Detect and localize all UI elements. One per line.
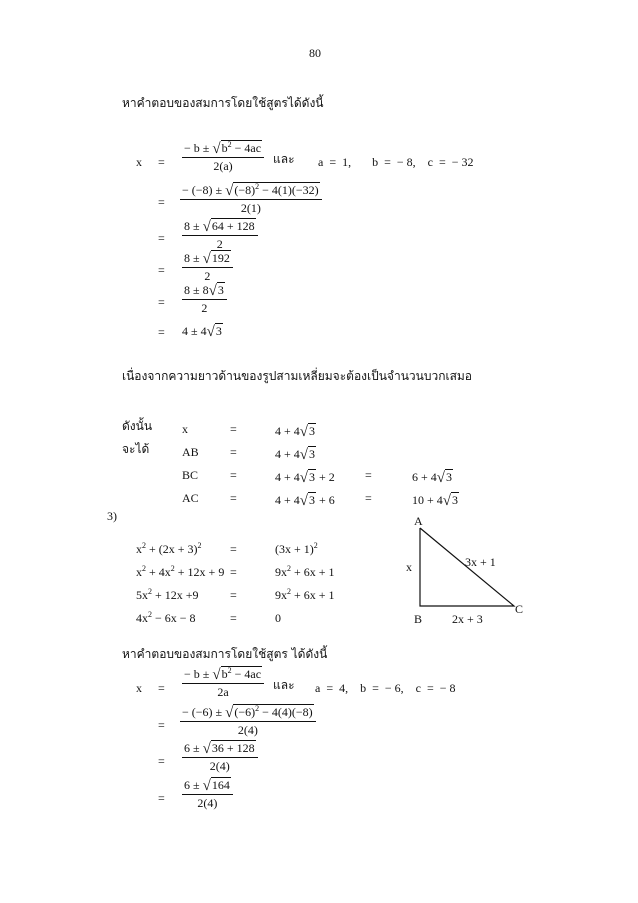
section1-heading: หาคำตอบของสมการโดยใช้สูตรได้ดังนี้ bbox=[122, 96, 324, 110]
exponent: 2 bbox=[313, 541, 318, 550]
value-suffix: + 6 bbox=[316, 493, 335, 507]
numerator-prefix: 8 ± bbox=[184, 251, 203, 265]
row-lead-word: จะได้ bbox=[122, 442, 150, 456]
answer-prefix: 4 ± 4 bbox=[182, 324, 207, 338]
radicand-rest: − 4(4)(−8) bbox=[259, 705, 313, 719]
value-prefix: 4 + 4 bbox=[275, 447, 300, 461]
numerator-prefix: 8 ± bbox=[184, 219, 203, 233]
equals: = bbox=[230, 565, 237, 579]
formula-denominator: 2(a) bbox=[213, 159, 233, 173]
sqrt-radical: √192 bbox=[202, 251, 230, 267]
term: + 4x bbox=[146, 565, 171, 579]
sqrt-radical: √3 bbox=[442, 493, 459, 509]
equals-sign: = bbox=[158, 155, 165, 169]
term: 9x bbox=[275, 588, 287, 602]
equation-equals bbox=[230, 612, 237, 624]
radicand-rest: − 4ac bbox=[231, 141, 262, 155]
equals-sign: = bbox=[158, 791, 165, 805]
equation-right-side bbox=[275, 612, 281, 624]
term: x bbox=[136, 542, 142, 556]
exponent: 2 bbox=[142, 541, 146, 550]
equation-left-side bbox=[136, 589, 199, 601]
radicand: 192 bbox=[211, 251, 230, 265]
numerator-prefix: − (−8) ± bbox=[182, 183, 226, 197]
radicand-a: (−6) bbox=[234, 705, 256, 719]
step4-fraction bbox=[182, 777, 233, 809]
exponent: 2 bbox=[287, 587, 291, 596]
radicand: 164 bbox=[211, 778, 230, 792]
and-word: และ bbox=[273, 152, 295, 166]
equals-sign: = bbox=[158, 195, 165, 209]
term: + 6x + 1 bbox=[291, 565, 335, 579]
denominator: 2 bbox=[201, 301, 208, 315]
radicand: 3 bbox=[309, 470, 316, 484]
numerator-prefix: 6 ± bbox=[184, 741, 203, 755]
radicand-rest: − 4ac bbox=[231, 667, 262, 681]
value-prefix: 6 + 4 bbox=[412, 470, 437, 484]
equals: = bbox=[230, 611, 237, 625]
sqrt-radical: $√b^2 - 4ac$ bbox=[212, 140, 262, 157]
radicand-a: (−8) bbox=[234, 183, 256, 197]
coefficients: a = 4, b = − 6, c = − 8 bbox=[315, 681, 456, 695]
radicand-b: b bbox=[221, 141, 228, 155]
equation-right-side bbox=[275, 543, 318, 555]
term: 0 bbox=[275, 611, 281, 625]
term: + 12x +9 bbox=[152, 588, 199, 602]
value-prefix: 4 + 4 bbox=[275, 424, 300, 438]
page-number: 80 bbox=[309, 46, 321, 60]
sqrt-radical: $√(-6)^2 - 4(4)(-8)$ bbox=[225, 704, 313, 721]
row-value bbox=[275, 492, 335, 507]
value-prefix: 10 + 4 bbox=[412, 493, 443, 507]
equals-sign: = bbox=[158, 295, 165, 309]
sqrt-radical: √3 bbox=[299, 447, 316, 463]
equals: = bbox=[230, 542, 237, 556]
term: + 12x + 9 bbox=[174, 565, 225, 579]
vertex-c-label: C bbox=[515, 602, 524, 616]
substitution-fraction bbox=[180, 704, 316, 736]
radicand: 3 bbox=[452, 493, 459, 507]
radicand: 64 + 128 bbox=[211, 219, 255, 233]
equation-right-side bbox=[275, 566, 335, 578]
sqrt-radical: √3 bbox=[206, 324, 222, 340]
exponent: 2 bbox=[197, 541, 202, 550]
quadratic-formula-fraction bbox=[182, 666, 264, 698]
denominator: 2 bbox=[216, 237, 223, 251]
denominator: 2(4) bbox=[209, 759, 230, 773]
row-value bbox=[275, 446, 316, 461]
step3-fraction bbox=[182, 218, 258, 250]
equation-equals bbox=[230, 543, 237, 555]
exponent: 2 bbox=[287, 564, 291, 573]
sqrt-radical: √3 bbox=[436, 470, 453, 486]
exponent: 2 bbox=[170, 564, 175, 573]
step4-fraction bbox=[182, 250, 233, 282]
equals-sign: = bbox=[158, 231, 165, 245]
numerator-prefix: 8 ± 8 bbox=[184, 283, 209, 297]
row-variable: AB bbox=[182, 445, 199, 459]
row-value bbox=[275, 469, 335, 484]
term: x bbox=[136, 565, 142, 579]
equals-sign: = bbox=[158, 681, 165, 695]
term: + (2x + 3) bbox=[146, 542, 198, 556]
coefficients: a = 1, b = − 8, c = − 32 bbox=[318, 155, 474, 169]
radicand-b: b bbox=[221, 667, 228, 681]
numerator-prefix: − (−6) ± bbox=[182, 705, 226, 719]
row-lead-word: ดังนั้น bbox=[122, 419, 153, 433]
exponent: 2 bbox=[255, 182, 260, 191]
exponent: 2 bbox=[227, 140, 232, 149]
row-variable: x bbox=[182, 422, 188, 436]
radicand-rest: − 4(1)(−32) bbox=[259, 183, 319, 197]
term: 9x bbox=[275, 565, 287, 579]
equals-sign: = bbox=[158, 718, 165, 732]
sqrt-radical: √36 + 128 bbox=[202, 741, 255, 757]
sqrt-radical: √164 bbox=[202, 778, 230, 794]
equation-equals bbox=[230, 589, 237, 601]
sqrt-radical: √3 bbox=[299, 424, 316, 440]
equals-sign: = bbox=[158, 754, 165, 768]
formula-denominator: 2a bbox=[217, 685, 229, 699]
row-simplified-value bbox=[412, 469, 453, 484]
sqrt-radical: √3 bbox=[299, 493, 316, 509]
and-word: และ bbox=[273, 678, 295, 692]
row-equals-2: = bbox=[365, 491, 372, 505]
sqrt-radical: √3 bbox=[208, 283, 224, 299]
denominator: 2(4) bbox=[197, 796, 218, 810]
positive-length-statement: เนื่องจากความยาวด้านของรูปสามเหลี่ยมจะต้องเป็นจำนวนบวกเสมอ bbox=[122, 369, 473, 383]
radicand: 36 + 128 bbox=[211, 741, 255, 755]
quadratic-formula-fraction bbox=[182, 140, 264, 172]
sqrt-radical: $√(-8)^2 - 4(1)(-32)$ bbox=[225, 182, 319, 199]
side-ab-label: x bbox=[406, 560, 412, 574]
term: 4x bbox=[136, 611, 148, 625]
radicand: 3 bbox=[215, 324, 222, 338]
formula-numerator-prefix: − b ± bbox=[184, 141, 213, 155]
row-equals: = bbox=[230, 468, 237, 482]
x-variable: x bbox=[136, 681, 142, 695]
equals-sign: = bbox=[158, 263, 165, 277]
exponent: 2 bbox=[148, 587, 152, 596]
value-suffix: + 2 bbox=[316, 470, 335, 484]
term: + 6x + 1 bbox=[291, 588, 335, 602]
equals-sign: = bbox=[158, 325, 165, 339]
vertex-a-label: A bbox=[414, 514, 423, 528]
vertex-b-label: B bbox=[414, 612, 423, 626]
radicand: 3 bbox=[309, 493, 316, 507]
sqrt-radical: √64 + 128 bbox=[202, 219, 255, 235]
radicand: 3 bbox=[309, 424, 316, 438]
numerator-prefix: 6 ± bbox=[184, 778, 203, 792]
denominator: 2(1) bbox=[240, 201, 261, 215]
row-variable: BC bbox=[182, 468, 199, 482]
exponent: 2 bbox=[227, 666, 232, 675]
equation-left-side bbox=[136, 566, 224, 578]
side-ac-label: 3x + 1 bbox=[465, 555, 496, 569]
exponent: 2 bbox=[148, 610, 152, 619]
denominator: 2 bbox=[204, 269, 211, 283]
term: (3x + 1) bbox=[275, 542, 314, 556]
row-value bbox=[275, 423, 316, 438]
equation-left-side bbox=[136, 612, 196, 624]
row-variable: AC bbox=[182, 491, 199, 505]
row-equals-2: = bbox=[365, 468, 372, 482]
sqrt-radical: $√b^2 - 4ac$ bbox=[212, 666, 262, 683]
row-equals: = bbox=[230, 445, 237, 459]
value-prefix: 4 + 4 bbox=[275, 470, 300, 484]
row-equals: = bbox=[230, 422, 237, 436]
step3-fraction bbox=[182, 740, 258, 772]
value-prefix: 4 + 4 bbox=[275, 493, 300, 507]
problem-number: 3) bbox=[107, 509, 117, 523]
equation-right-side bbox=[275, 589, 335, 601]
row-equals: = bbox=[230, 491, 237, 505]
section4-heading: หาคำตอบของสมการโดยใช้สูตร ได้ดังนี้ bbox=[122, 647, 328, 661]
equals: = bbox=[230, 588, 237, 602]
step5-fraction bbox=[182, 282, 227, 314]
substitution-fraction bbox=[180, 182, 322, 214]
radicand: 3 bbox=[446, 470, 453, 484]
radicand: 3 bbox=[309, 447, 316, 461]
exponent: 2 bbox=[255, 704, 260, 713]
side-bc-label: 2x + 3 bbox=[452, 612, 483, 626]
term: 5x bbox=[136, 588, 148, 602]
row-simplified-value bbox=[412, 492, 459, 507]
equation-equals bbox=[230, 566, 237, 578]
exponent: 2 bbox=[142, 564, 146, 573]
x-variable: x bbox=[136, 155, 142, 169]
term: − 6x − 8 bbox=[152, 611, 196, 625]
radicand: 3 bbox=[217, 283, 224, 297]
denominator: 2(4) bbox=[237, 723, 258, 737]
equation-left-side bbox=[136, 543, 202, 555]
sqrt-radical: √3 bbox=[299, 470, 316, 486]
formula-numerator-prefix: − b ± bbox=[184, 667, 213, 681]
final-answer-1 bbox=[182, 323, 223, 338]
